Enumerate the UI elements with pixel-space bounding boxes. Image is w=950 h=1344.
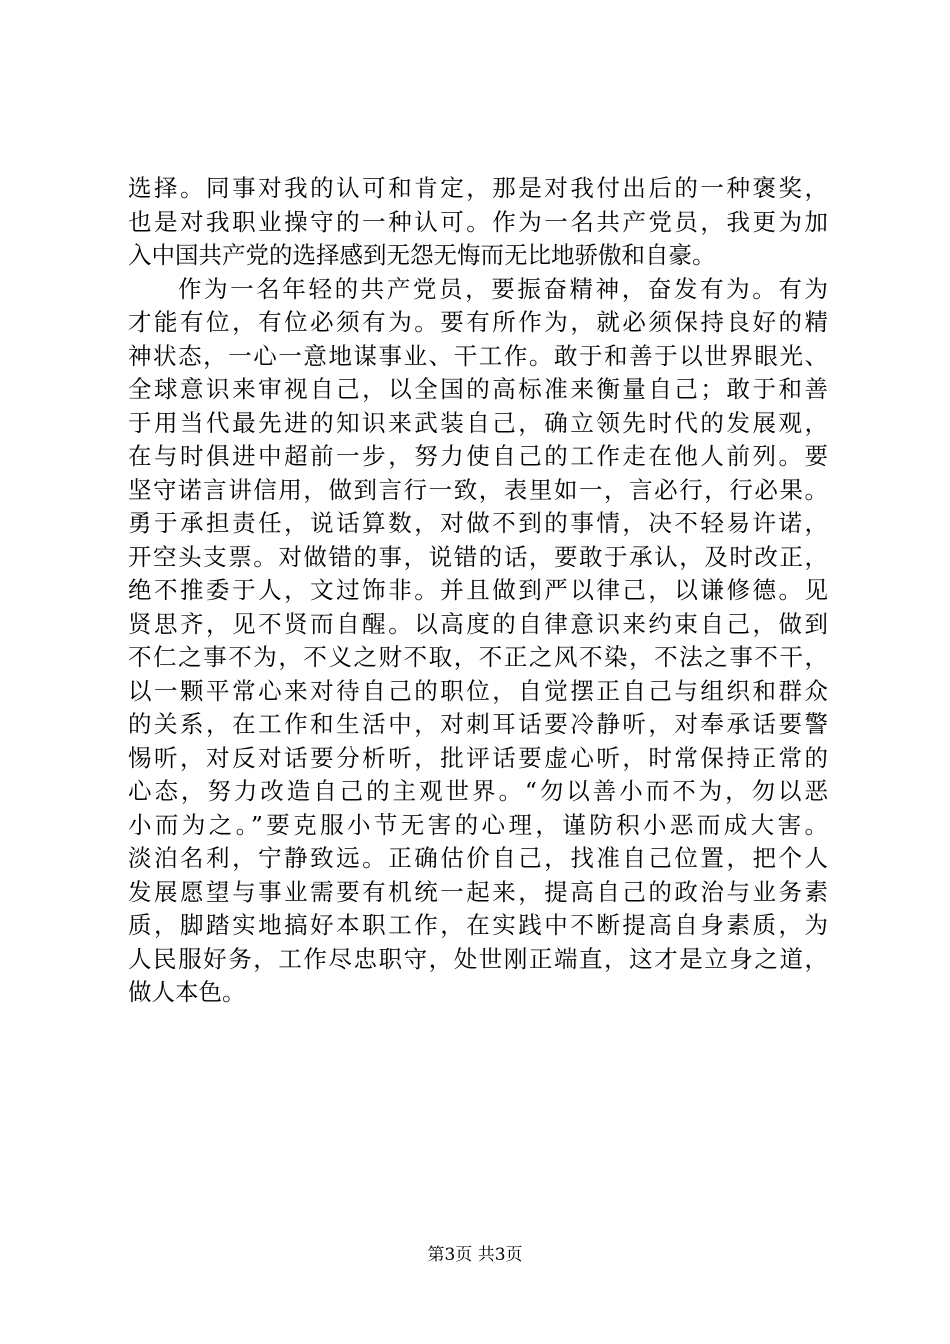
text-line: 惕听，对反对话要分析听，批评话要虚心听，时常保持正常的 — [128, 743, 828, 772]
text-line: 开空头支票。对做错的事，说错的话，要敢于承认，及时改正， — [128, 542, 828, 571]
text-line: 作为一名年轻的共产党员，要振奋精神，奋发有为。有为 — [178, 274, 828, 303]
text-line: 发展愿望与事业需要有机统一起来，提高自己的政治与业务素 — [128, 877, 828, 906]
text-line: 于用当代最先进的知识来武装自己，确立领先时代的发展观， — [128, 408, 828, 437]
text-line: 小而为之。”要克服小节无害的心理，谨防积小恶而成大害。 — [128, 810, 828, 839]
text-line: 的关系，在工作和生活中，对刺耳话要冷静听，对奉承话要警 — [128, 710, 828, 738]
text-line: 才能有位，有位必须有为。要有所作为，就必须保持良好的精 — [128, 308, 828, 336]
text-line: 质，脚踏实地搞好本职工作，在实践中不断提高自身素质，为 — [128, 911, 828, 939]
text-line: 选择。同事对我的认可和肯定，那是对我付出后的一种褒奖， — [128, 174, 828, 202]
text-line: 全球意识来审视自己，以全国的高标准来衡量自己；敢于和善 — [128, 375, 828, 403]
text-line: 在与时俱进中超前一步，努力使自己的工作走在他人前列。要 — [128, 442, 828, 470]
document-body — [128, 172, 828, 1010]
text-line: 也是对我职业操守的一种认可。作为一名共产党员，我更为加 — [128, 207, 828, 236]
text-line: 坚守诺言讲信用，做到言行一致，表里如一，言必行，行必果。 — [128, 475, 828, 504]
text-line: 人民服好务，工作尽忠职守，处世刚正端直，这才是立身之道， — [128, 944, 828, 973]
text-line: 不仁之事不为，不义之财不取，不正之风不染，不法之事不干， — [128, 643, 828, 671]
text-line: 神状态，一心一意地谋事业、干工作。敢于和善于以世界眼光、 — [128, 341, 828, 370]
text-line: 勇于承担责任，说话算数，对做不到的事情，决不轻易许诺， — [128, 509, 828, 537]
text-line: 绝不推委于人，文过饰非。并且做到严以律己，以谦修德。见 — [128, 576, 828, 604]
text-line: 做人本色。 — [128, 978, 246, 1006]
text-line: 贤思齐，见不贤而自醒。以高度的自律意识来约束自己，做到 — [128, 609, 828, 638]
text-line: 淡泊名利，宁静致远。正确估价自己，找准自己位置，把个人 — [128, 844, 828, 872]
text-line: 入中国共产党的选择感到无怨无悔而无比地骄傲和自豪。 — [128, 241, 716, 269]
page-footer: 第3页 共3页 — [427, 1245, 523, 1265]
text-line: 心态，努力改造自己的主观世界。“勿以善小而不为，勿以恶 — [128, 777, 828, 805]
text-line: 以一颗平常心来对待自己的职位，自觉摆正自己与组织和群众 — [128, 676, 828, 705]
